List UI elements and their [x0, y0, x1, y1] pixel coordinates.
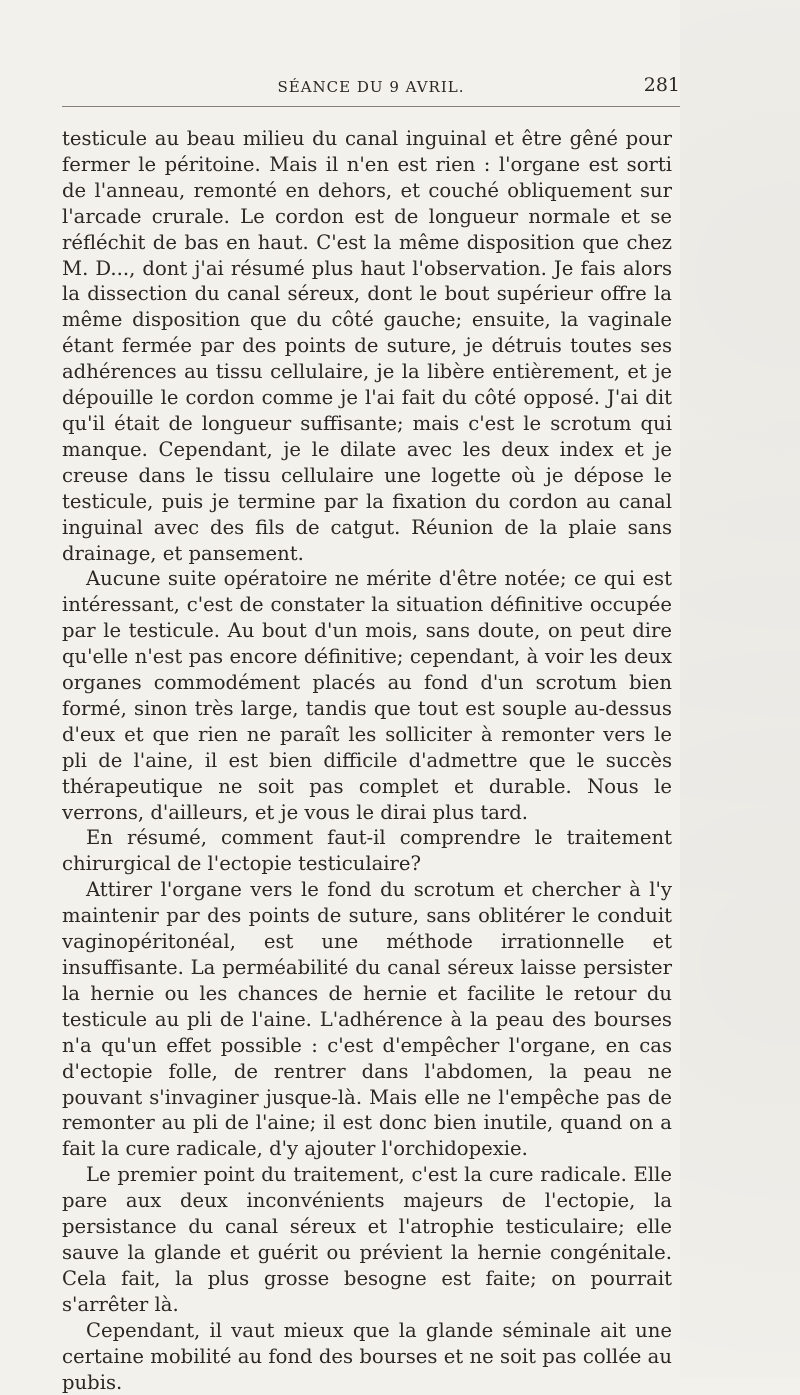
header-rule [62, 106, 680, 107]
body-text [62, 126, 672, 1395]
paragraph: Attirer l'organe vers le fond du scrotum et chercher à l'y maintenir par des points de suture, sans oblitérer le conduit vaginopéritonéal, est une méthode irrationnelle et insuffisante. La perméabilité du canal séreux laisse persister la hernie ou les chances de hernie et facilite le retour du testicule au pli de l'aine. L'adhérence à la peau des bourses n'a qu'un effet possible : c'est d'empêcher l'organe, en cas d'ectopie folle, de rentrer dans l'abdomen, la peau ne pouvant s'invaginer jusque-là. Mais elle ne l'empêche pas de remonter au pli de l'aine; il est donc bien inutile, quand on a fait la cure radicale, d'y ajouter l'orchidopexie. [62, 878, 672, 1161]
paragraph: En résumé, comment faut-il comprendre le traitement chirurgical de l'ectopie testiculaire? [62, 826, 672, 876]
paragraph: Cependant, il vaut mieux que la glande séminale ait une certaine mobilité au fond des bourses et ne soit pas collée au pubis. [62, 1318, 672, 1394]
paragraph: Le premier point du traitement, c'est la cure radicale. Elle pare aux deux inconvénients majeurs de l'ectopie, la persistance du canal séreux et l'atrophie testiculaire; elle sauve la glande et guérit ou prévient la hernie congénitale. Cela fait, la plus grosse besogne est faite; on pourrait s'arrêter là. [62, 1163, 672, 1316]
page-number: 281 [643, 74, 680, 96]
running-title: SÉANCE DU 9 AVRIL. [277, 78, 465, 96]
paragraph: testicule au beau milieu du canal inguinal et être gêné pour fermer le péritoine. Mais il n'en est rien : l'organe est sorti de l'anneau, remonté en dehors, et couché obliquement sur l'arcade crurale. Le cordon est de longueur normale et se réfléchit de bas en haut. C'est la même disposition que chez M. D..., dont j'ai résumé plus haut l'observation. Je fais alors la dissection du canal séreux, dont le bout supérieur offre la même disposition que du côté gauche; ensuite, la vaginale étant fermée par des points de suture, je détruis toutes ses adhérences au tissu cellulaire, je la libère entièrement, et je dépouille le cordon comme je l'ai fait du côté opposé. J'ai dit qu'il était de longueur suffisante; mais c'est le scrotum qui manque. Cependant, je le dilate avec les deux index et je creuse dans le tissu cellulaire une logette où je dépose le testicule, puis je termine par la fixation du cordon au canal inguinal avec des fils de catgut. Réunion de la plaie sans drainage, et pansement. [62, 127, 672, 565]
paragraph: Aucune suite opératoire ne mérite d'être notée; ce qui est intéressant, c'est de constater la situation définitive occupée par le testicule. Au bout d'un mois, sans doute, on peut dire qu'elle n'est pas encore définitive; cependant, à voir les deux organes commodément placés au fond d'un scrotum bien formé, sinon très large, tandis que tout est souple au-dessus d'eux et que rien ne paraît les solliciter à remonter vers le pli de l'aine, il est bien difficile d'admettre que le succès thérapeutique ne soit pas complet et durable. Nous le verrons, d'ailleurs, et je vous le dirai plus tard. [62, 567, 672, 824]
page-header [62, 68, 680, 102]
